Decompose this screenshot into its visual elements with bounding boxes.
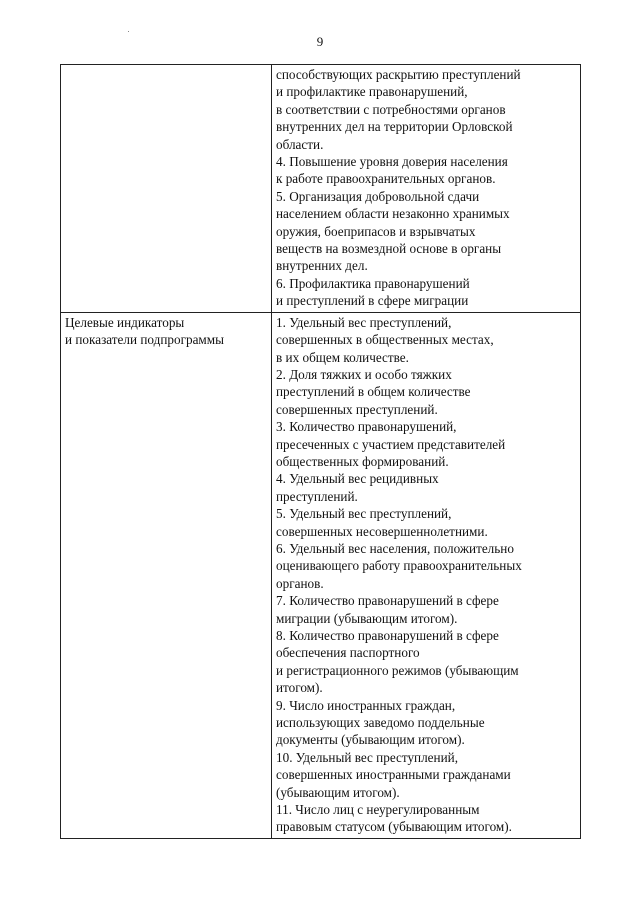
content-line: пресеченных с участием представителей (276, 436, 506, 452)
content-line: обеспечения паспортного (276, 645, 420, 661)
table-row (61, 65, 581, 313)
content-line: и регистрационного режимов (убывающим (276, 662, 519, 678)
row-content-cell (272, 312, 581, 838)
label-line: Целевые индикаторы (65, 314, 185, 330)
passport-table (60, 64, 581, 839)
content-line: 4. Повышение уровня доверия населения (276, 154, 508, 170)
content-line: 6. Профилактика правонарушений (276, 275, 470, 291)
content-line: преступлений в общем количестве (276, 384, 471, 400)
content-line: 9. Число иностранных граждан, (276, 697, 456, 713)
row-label-cell (61, 312, 272, 838)
content-line: населением области незаконно хранимых (276, 206, 510, 222)
content-line: способствующих раскрытию преступлений (276, 67, 521, 82)
content-line: общественных формирований. (276, 453, 449, 469)
content-line: к работе правоохранительных органов. (276, 171, 496, 187)
content-line: оценивающего работу правоохранительных (276, 558, 522, 574)
content-line: 7. Количество правонарушений в сфере (276, 593, 499, 609)
content-line: совершенных преступлений. (276, 401, 438, 417)
content-line: 4. Удельный вес рецидивных (276, 471, 439, 487)
content-line: 5. Удельный вес преступлений, (276, 506, 452, 522)
page-number: 9 (316, 34, 324, 49)
content-line: 1. Удельный вес преступлений, (276, 314, 452, 330)
content-line: использующих заведомо поддельные (276, 715, 485, 731)
table-body (61, 65, 581, 839)
scan-speck (128, 31, 129, 32)
label-line: и показатели подпрограммы (65, 332, 224, 348)
row-label-cell (61, 65, 272, 313)
content-line: совершенных несовершеннолетними. (276, 523, 488, 539)
content-line: совершенных в общественных местах, (276, 332, 494, 348)
content-line: 10. Удельный вес преступлений, (276, 749, 459, 765)
content-line: 8. Количество правонарушений в сфере (276, 628, 499, 643)
content-line: итогом). (276, 680, 323, 696)
content-line: внутренних дел на территории Орловской (276, 119, 513, 135)
content-line: правовым статусом (убывающим итогом). (276, 819, 512, 835)
content-line: 5. Организация добровольной сдачи (276, 188, 480, 204)
content-line: в соответствии с потребностями органов (276, 101, 506, 117)
content-line: документы (убывающим итогом). (276, 732, 465, 748)
content-line: органов. (276, 575, 324, 591)
content-line: и профилактике правонарушений, (276, 84, 468, 100)
content-line: 11. Число лиц с неурегулированным (276, 802, 480, 818)
content-line: миграции (убывающим итогом). (276, 610, 458, 626)
content-line: преступлений. (276, 488, 358, 504)
content-line: оружия, боеприпасов и взрывчатых (276, 223, 476, 239)
content-line: и преступлений в сфере миграции (276, 293, 469, 309)
content-line: (убывающим итогом). (276, 784, 400, 800)
row-content-cell (272, 65, 581, 313)
content-line: веществ на возмездной основе в органы (276, 241, 502, 257)
content-line: 2. Доля тяжких и особо тяжких (276, 366, 452, 382)
content-line: 6. Удельный вес населения, положительно (276, 540, 514, 556)
table-row (61, 312, 581, 838)
content-line: в их общем количестве. (276, 349, 409, 365)
content-line: области. (276, 136, 324, 152)
content-line: совершенных иностранными гражданами (276, 767, 511, 783)
content-line: внутренних дел. (276, 258, 368, 274)
content-line: 3. Количество правонарушений, (276, 419, 457, 435)
